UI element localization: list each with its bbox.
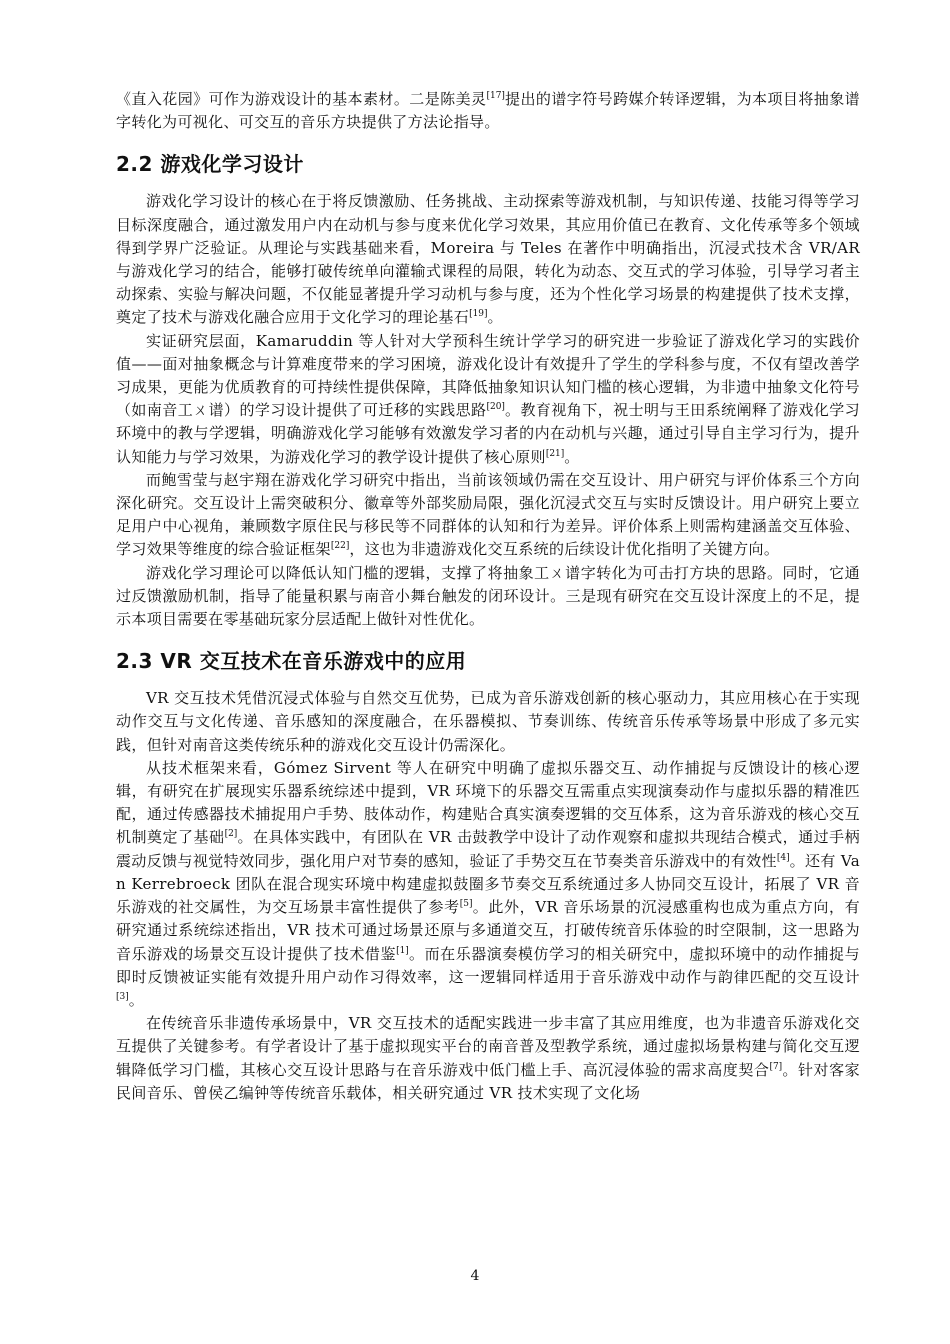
text-run: 在传统音乐非遗传承场景中，VR 交互技术的适配实践进一步丰富了其应用维度，也为非遗音乐游戏化交互提供了关键参考。有学者设计了基于虚拟现实平台的南音普及型教学系统，通过虚拟场景构建与简化交互逻辑降低学习门槛，其核心交互设计思路与在音乐游戏中低门槛上手、高沉浸体验的需求高度契合	[116, 1014, 860, 1079]
paragraph	[116, 88, 860, 134]
citation-ref: [2]	[224, 829, 238, 840]
citation-ref: [19]	[469, 309, 488, 320]
text-run: 。此外，VR 音乐场景的沉浸感重构也成为重点方向，有研究通过系统综述指出，VR 技术可通过场景还原与多通道交互，打破传统音乐体验的时空限制，这一思路为音乐游戏的场景交互设计提供了技术借鉴	[116, 898, 860, 963]
text-run: 。	[128, 990, 145, 1009]
paragraph	[116, 1012, 860, 1105]
section-heading: 2.3 VR 交互技术在音乐游戏中的应用	[116, 649, 467, 674]
paragraph	[116, 757, 860, 1012]
text-run: 游戏化学习理论可以降低认知门槛的逻辑，支撑了将抽象工ㄨ谱字转化为可击打方块的思路。同时，它通过反馈激励机制，指导了能量积累与南音小舞台触发的闭环设计。三是现有研究在交互设计深度上的不足，提示本项目需要在零基础玩家分层适配上做针对性优化。	[116, 563, 860, 629]
text-run: 。	[487, 308, 503, 327]
text-run: 。教育视角下，祝士明与王田系统阐释了游戏化学习环境中的教与学逻辑，明确游戏化学习能够有效激发学习者的内在动机与兴趣，通过引导自主学习行为，提升认知能力与学习效果，为游戏化学习的教学设计提供了核心原则	[116, 401, 860, 466]
paragraph	[116, 687, 860, 757]
text-run: 。针对客家民间音乐、曾侯乙编钟等传统音乐载体，相关研究通过 VR 技术实现了文化场	[116, 1060, 860, 1102]
text-run: 提出的谱字符号跨媒介转译逻辑，为本项目将抽象谱字转化为可视化、可交互的音乐方块提供了方法论指导。	[116, 90, 860, 132]
text-run: 实证研究层面，Kamaruddin 等人针对大学预科生统计学学习的研究进一步验证了游戏化学习的实践价值——面对抽象概念与计算难度带来的学习困境，游戏化设计有效提升了学生的学科参与度，不仅有望改善学习成果，更能为优质教育的可持续性提供保障，其降低抽象知识认知门槛的核心逻辑，为非遗中抽象文化符号（如南音工ㄨ谱）的学习设计提供了可迁移的实践思路	[116, 331, 860, 420]
page-number: 4	[470, 1268, 480, 1284]
paragraph	[116, 562, 860, 632]
text-run: ，这也为非遗游戏化交互系统的后续设计优化指明了关键方向。	[349, 540, 780, 559]
citation-ref: [1]	[396, 945, 409, 956]
text-run: 。还有 Van Kerrebroeck 团队在混合现实环境中构建虚拟鼓圈多节奏交互系统通过多人协同交互设计，拓展了 VR 音乐游戏的社交属性，为交互场景丰富性提供了参考	[116, 851, 860, 917]
text-run: 《直入花园》可作为游戏设计的基本素材。二是陈美灵	[116, 90, 487, 108]
citation-ref: [3]	[116, 991, 129, 1002]
section-heading: 2.2 游戏化学习设计	[116, 152, 304, 177]
citation-ref: [17]	[486, 91, 505, 101]
citation-ref: [22]	[330, 541, 350, 552]
text-run: 游戏化学习设计的核心在于将反馈激励、任务挑战、主动探索等游戏机制，与知识传递、技能习得等学习目标深度融合，通过激发用户内在动机与参与度来优化学习效果，其应用价值已在教育、文化传承等多个领域得到学界广泛验证。从理论与实践基础来看，Moreira 与 Teles 在著作中明确指出，沉浸式技术含 VR/AR 与游戏化学习的结合，能够打破传统单向灌输式课程的局限，转化为动态、交互式的学习体验，引导学习者主动探索、实验与解决问题，不仅能显著提升学习动机与参与度，还为个性化学习场景的构建提供了技术支撑，奠定了技术与游戏化融合应用于文化学习的理论基石	[116, 192, 860, 327]
paragraph	[116, 469, 860, 562]
page-body	[116, 88, 860, 1105]
text-run: VR 交互技术凭借沉浸式体验与自然交互优势，已成为音乐游戏创新的核心驱动力，其应用核心在于实现动作交互与文化传递、音乐感知的深度融合，在乐器模拟、节奏训练、传统音乐传承等场景中形成了多元实践，但针对南音这类传统乐种的游戏化交互设计仍需深化。	[116, 689, 860, 754]
citation-ref: [21]	[545, 448, 565, 459]
citation-ref: [5]	[459, 899, 473, 910]
text-run: 从技术框架来看，Gómez Sirvent 等人在研究中明确了虚拟乐器交互、动作捕捉与反馈设计的核心逻辑，有研究在扩展现实乐器系统综述中提到，VR 环境下的乐器交互需重点实现演奏动作与虚拟乐器的精准匹配，通过传感器技术捕捉用户手势、肢体动作，构建贴合真实演奏逻辑的交互体系，这为音乐游戏的核心交互机制奠定了基础	[116, 758, 860, 847]
citation-ref: [7]	[769, 1061, 783, 1072]
text-run: 。而在乐器演奏模仿学习的相关研究中，虚拟环境中的动作捕捉与即时反馈被证实能有效提升用户动作习得效率，这一逻辑同样适用于音乐游戏中动作与韵律匹配的交互设计	[116, 944, 861, 986]
citation-ref: [20]	[486, 402, 505, 413]
text-run: 。	[564, 447, 580, 466]
paragraph	[116, 330, 860, 469]
paragraph	[116, 190, 860, 329]
text-run: 而鲍雪莹与赵宇翔在游戏化学习研究中指出，当前该领域仍需在交互设计、用户研究与评价体系三个方向深化研究。交互设计上需突破积分、徽章等外部奖励局限，强化沉浸式交互与实时反馈设计。用户研究上要立足用户中心视角，兼顾数字原住民与移民等不同群体的认知和行为差异。评价体系上则需构建涵盖交互体验、学习效果等维度的综合验证框架	[116, 470, 860, 559]
text-run: 。在具体实践中，有团队在 VR 击鼓教学中设计了动作观察和虚拟共现结合模式，通过手柄震动反馈与视觉特效同步，强化用户对节奏的感知，验证了手势交互在节奏类音乐游戏中的有效性	[116, 828, 860, 870]
citation-ref: [4]	[776, 852, 790, 863]
